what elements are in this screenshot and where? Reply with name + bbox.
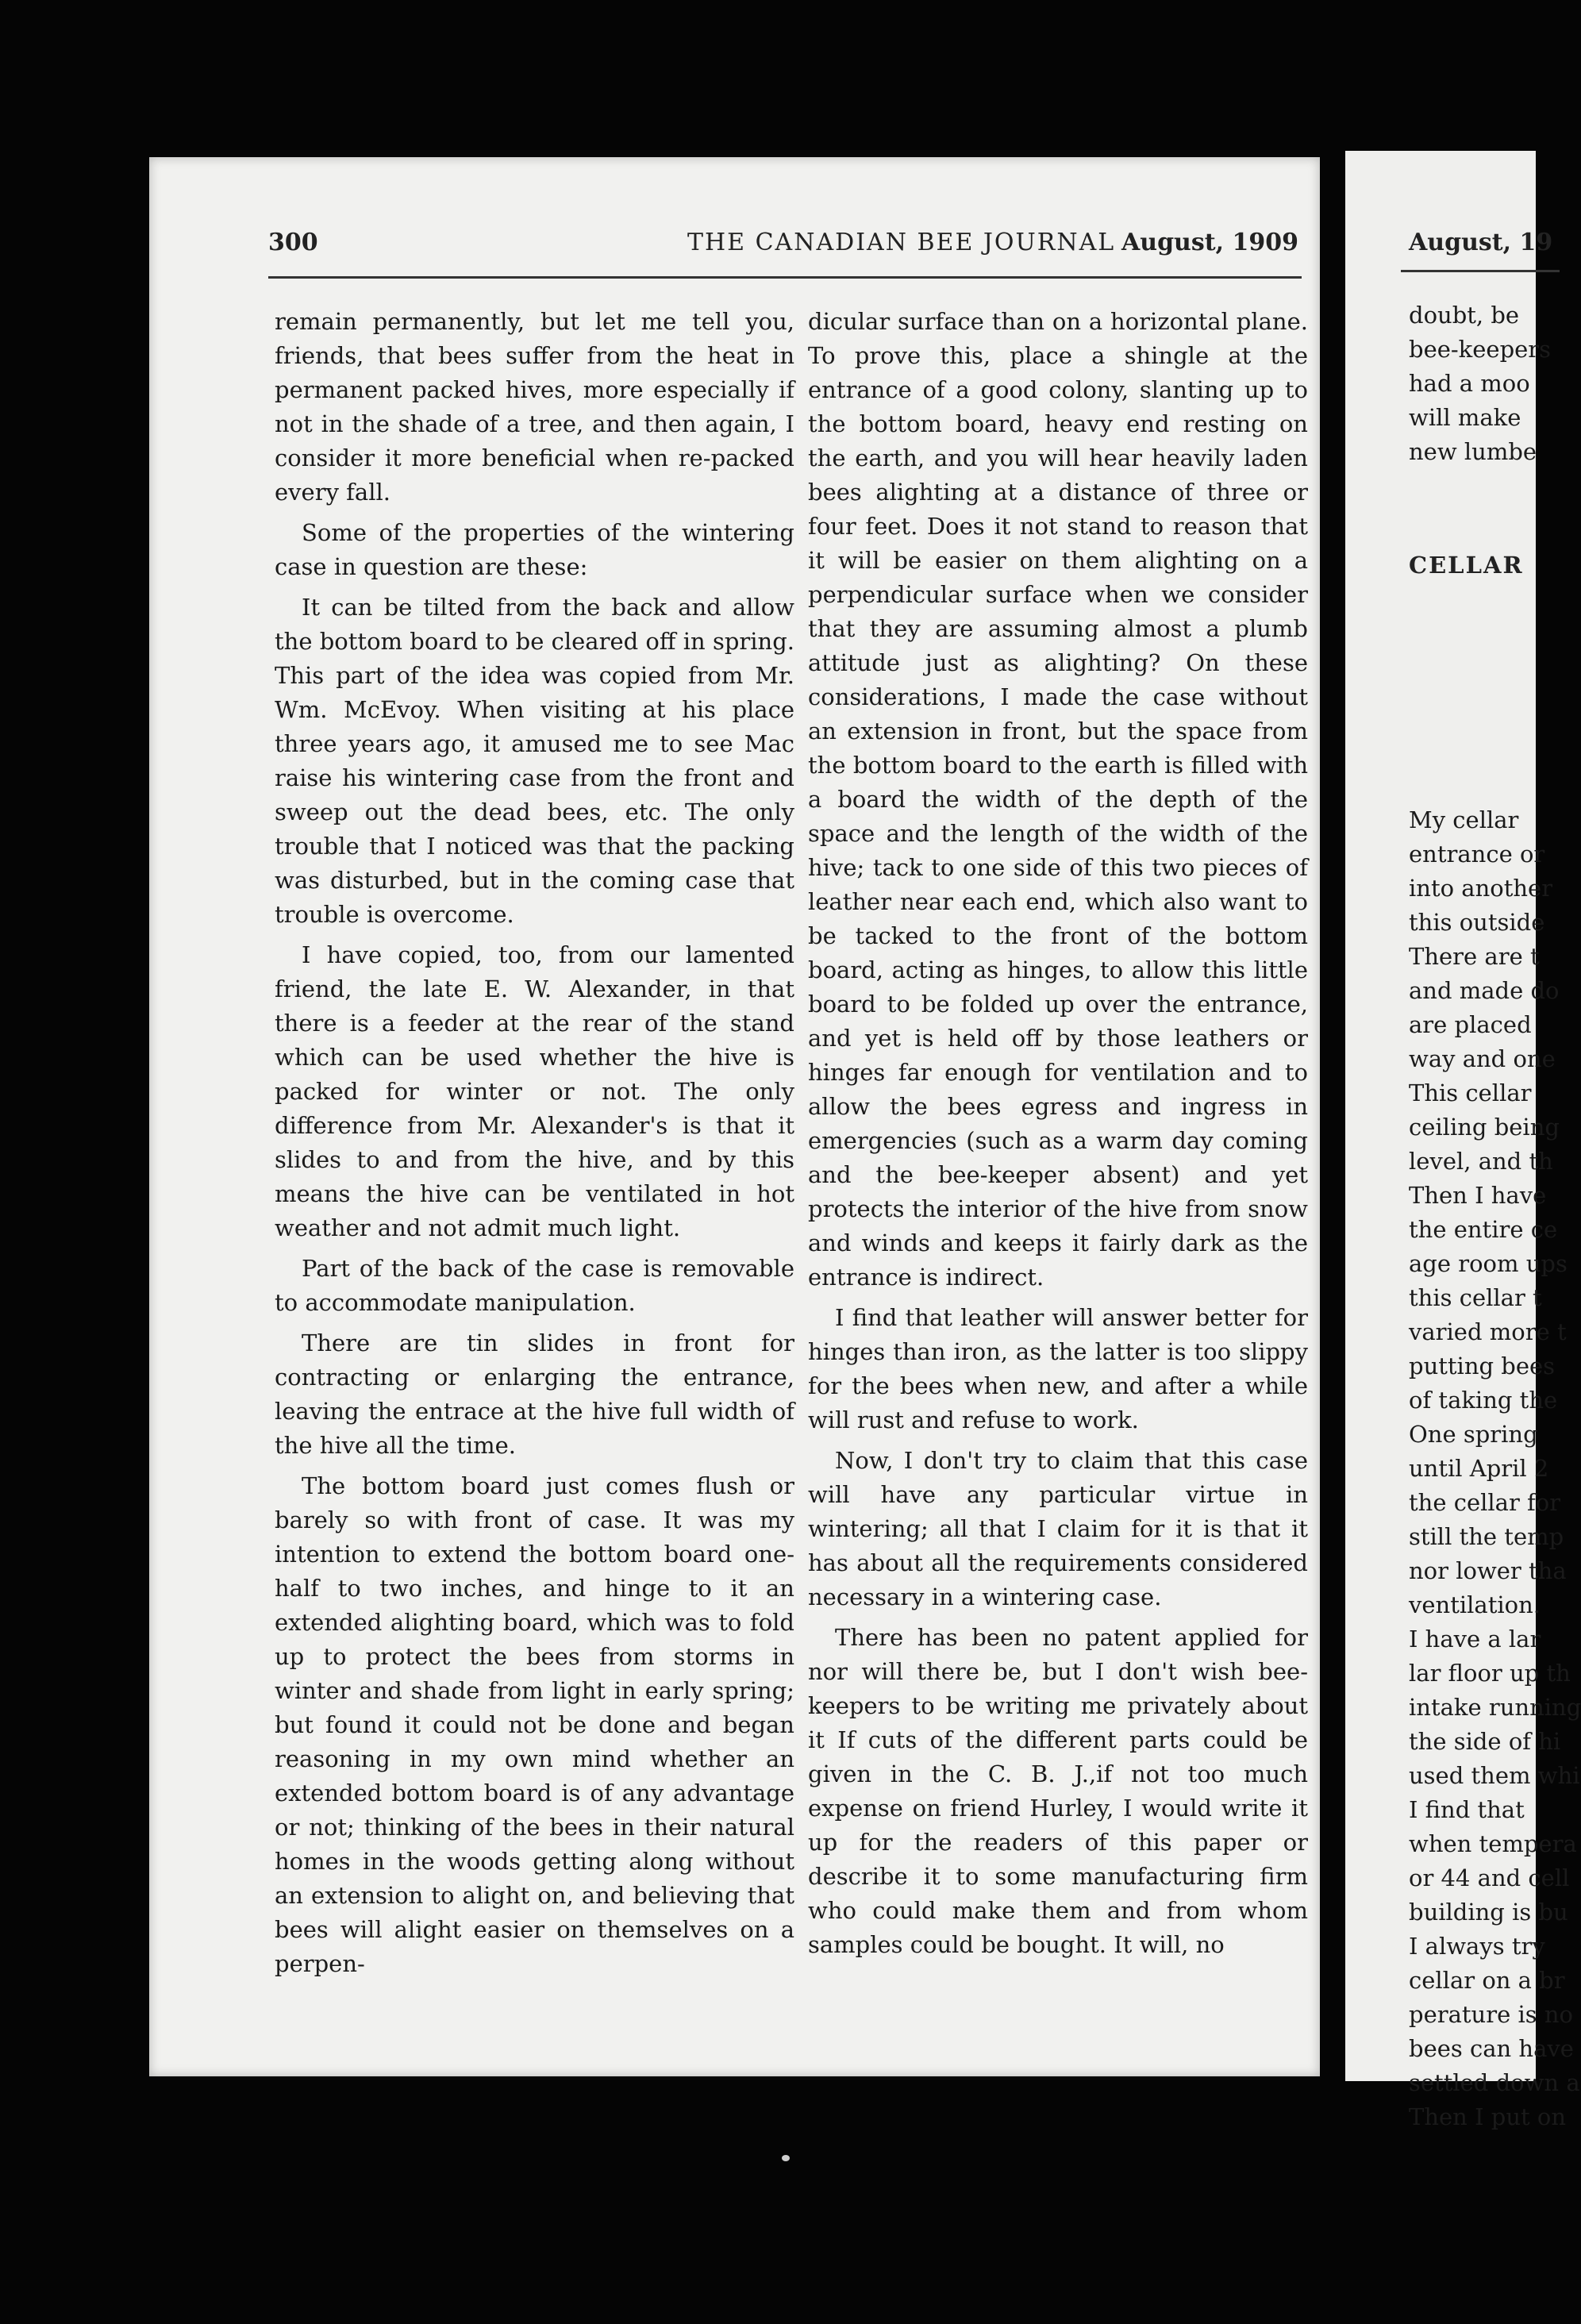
facing-text-line: way and one xyxy=(1409,1045,1556,1072)
facing-text-line: ventilation. xyxy=(1409,1591,1541,1618)
facing-text-line: of taking the xyxy=(1409,1387,1558,1414)
facing-text-line: this outside xyxy=(1409,909,1545,936)
facing-text-line: when tempera xyxy=(1409,1830,1577,1857)
dust-speck xyxy=(782,2155,790,2161)
left-column xyxy=(275,305,794,1987)
facing-text-line: I find that xyxy=(1409,1796,1525,1823)
facing-section-heading: CELLAR xyxy=(1409,552,1524,579)
facing-text-line: until April 2 xyxy=(1409,1455,1549,1482)
running-header xyxy=(268,229,1300,276)
facing-text-line: nor lower tha xyxy=(1409,1557,1567,1584)
facing-text-line: used them whi xyxy=(1409,1762,1580,1789)
facing-text-line: doubt, be xyxy=(1409,302,1520,329)
facing-text-line: varied more t xyxy=(1409,1318,1567,1345)
facing-text-line: I have a lar xyxy=(1409,1626,1541,1653)
facing-text-line: bee-keepers xyxy=(1409,336,1552,363)
header-rule xyxy=(268,276,1302,279)
paragraph: I find that leather will answer better for hinges than iron, as the latter is too slippy for the bees when new, and after a while will rust and refuse to work. xyxy=(808,1304,1308,1433)
facing-text-line: One spring xyxy=(1409,1421,1538,1448)
facing-text-line: ceiling being xyxy=(1409,1114,1560,1141)
facing-page-fragment xyxy=(1345,151,1581,2130)
facing-lower-text xyxy=(1409,803,1581,2134)
facing-text-line: the side of hi xyxy=(1409,1728,1561,1755)
paragraph: There are tin slides in front for contracting or enlarging the entrance, leaving the entrace at the hive full width of the hive all the time. xyxy=(275,1329,794,1459)
facing-text-line: still the temp xyxy=(1409,1523,1564,1550)
facing-text-line: new lumbe xyxy=(1409,438,1537,465)
facing-text-line: perature is no xyxy=(1409,2001,1573,2028)
facing-text-line: the entire ce xyxy=(1409,1216,1558,1243)
facing-text-line: cellar on a br xyxy=(1409,1967,1565,1994)
facing-text-line: level, and th xyxy=(1409,1148,1553,1175)
facing-text-line: are placed xyxy=(1409,1011,1532,1038)
facing-text-line: There are t xyxy=(1409,943,1540,970)
page-number: 300 xyxy=(268,229,318,256)
facing-text-line: building is bu xyxy=(1409,1899,1568,1926)
facing-text-line: Then I have xyxy=(1409,1182,1547,1209)
paragraph: Now, I don't try to claim that this case will have any particular virtue in wintering; all that I claim for it is that it has about all the requirements considered necessary in a wintering case. xyxy=(808,1447,1308,1610)
paragraph: Some of the properties of the wintering case in question are these: xyxy=(275,519,794,580)
paragraph: There has been no patent applied for nor will there be, but I don't wish bee-keepers to be writing me privately about it If cuts of the different parts could be given in the C. B. J.,if not too much expense on friend Hurley, I would write it up for the readers of this paper or describe it to some manufacturing firm who could make them and from whom samples could be bought. It will, no xyxy=(808,1624,1308,1958)
facing-text-line: settled down a xyxy=(1409,2069,1580,2096)
facing-text-line: Then I put on xyxy=(1409,2103,1567,2130)
facing-text-line: or 44 and cell xyxy=(1409,1864,1570,1891)
facing-text-line: putting bees xyxy=(1409,1352,1556,1379)
facing-text-line: age room ups xyxy=(1409,1250,1568,1277)
facing-text-line: into another xyxy=(1409,875,1553,902)
facing-text-line: will make xyxy=(1409,404,1521,431)
facing-header-rule xyxy=(1401,270,1560,272)
facing-text-line: the cellar for xyxy=(1409,1489,1561,1516)
paragraph: remain permanently, but let me tell you, friends, that bees suffer from the heat in permanent packed hives, more especially if not in the shade of a tree, and then again, I consider it more beneficial when re-packed every fall. xyxy=(275,308,794,506)
middle-column xyxy=(808,305,1308,1968)
facing-text-line: I always try xyxy=(1409,1933,1545,1960)
paragraph: Part of the back of the case is removable to accommodate manipulation. xyxy=(275,1255,794,1316)
paragraph: The bottom board just comes flush or barely so with front of case. It was my intention to extend the bottom board one-half to two inches, and hinge to it an extended alighting board, which was to fold up to protect the bees from storms in winter and shade from light in early spring; but found it could not be done and began reasoning in my own mind whether an extended bottom board is of any advantage or not; thinking of the bees in their natural homes in the woods getting along without an extension to alight on, and believing that bees will alight easier on themselves on a perpen- xyxy=(275,1472,794,1977)
facing-top-text xyxy=(1409,298,1551,469)
facing-text-line: intake running xyxy=(1409,1694,1581,1721)
facing-text-line: lar floor up th xyxy=(1409,1660,1571,1687)
facing-text-line: this cellar t xyxy=(1409,1284,1542,1311)
facing-text-line: This cellar xyxy=(1409,1079,1532,1106)
issue-date: August, 1909 xyxy=(1121,229,1298,256)
facing-text-line: entrance or xyxy=(1409,841,1545,868)
facing-page-header: August, 19 xyxy=(1409,229,1553,256)
paragraph: dicular surface than on a horizontal plane. To prove this, place a shingle at the entrance of a good colony, slanting up to the bottom board, heavy end resting on the earth, and you will hear heavily laden bees alighting at a distance of three or four feet. Does it not stand to reason that it will be easier on them alighting on a perpendicular surface when we consider that they are assuming almost a plumb attitude just as alighting? On these considerations, I made the case without an extension in front, but the space from the bottom board to the earth is filled with a board the width of the depth of the space and the length of the width of the hive; tack to one side of this two pieces of leather near each end, which also want to be tacked to the front of the bottom board, acting as hinges, to allow this little board to be folded up over the entrance, and yet is held off by those leathers or hinges far enough for ventilation and to allow the bees egress and ingress in emergencies (such as a warm day coming and the bee-keeper absent) and yet protects the interior of the hive from snow and winds and keeps it fairly dark as the entrance is indirect. xyxy=(808,308,1308,1291)
paragraph: I have copied, too, from our lamented friend, the late E. W. Alexander, in that there is a feeder at the rear of the stand which can be used whether the hive is packed for winter or not. The only difference from Mr. Alexander's is that it slides to and from the hive, and by this means the hive can be ventilated in hot weather and not admit much light. xyxy=(275,941,794,1241)
facing-text-line: and made do xyxy=(1409,977,1560,1004)
facing-text-line: had a moo xyxy=(1409,370,1530,397)
facing-text-line: bees can have xyxy=(1409,2035,1574,2062)
journal-title: THE CANADIAN BEE JOURNAL xyxy=(687,229,1116,256)
journal-page-300 xyxy=(149,157,1320,2076)
paragraph: It can be tilted from the back and allow the bottom board to be cleared off in spring. This part of the idea was copied from Mr. Wm. McEvoy. When visiting at his place three years ago, it amused me to see Mac raise his wintering case from the front and sweep out the dead bees, etc. The only trouble that I noticed was that the packing was disturbed, but in the coming case that trouble is overcome. xyxy=(275,594,794,928)
facing-text-line: My cellar xyxy=(1409,806,1519,833)
